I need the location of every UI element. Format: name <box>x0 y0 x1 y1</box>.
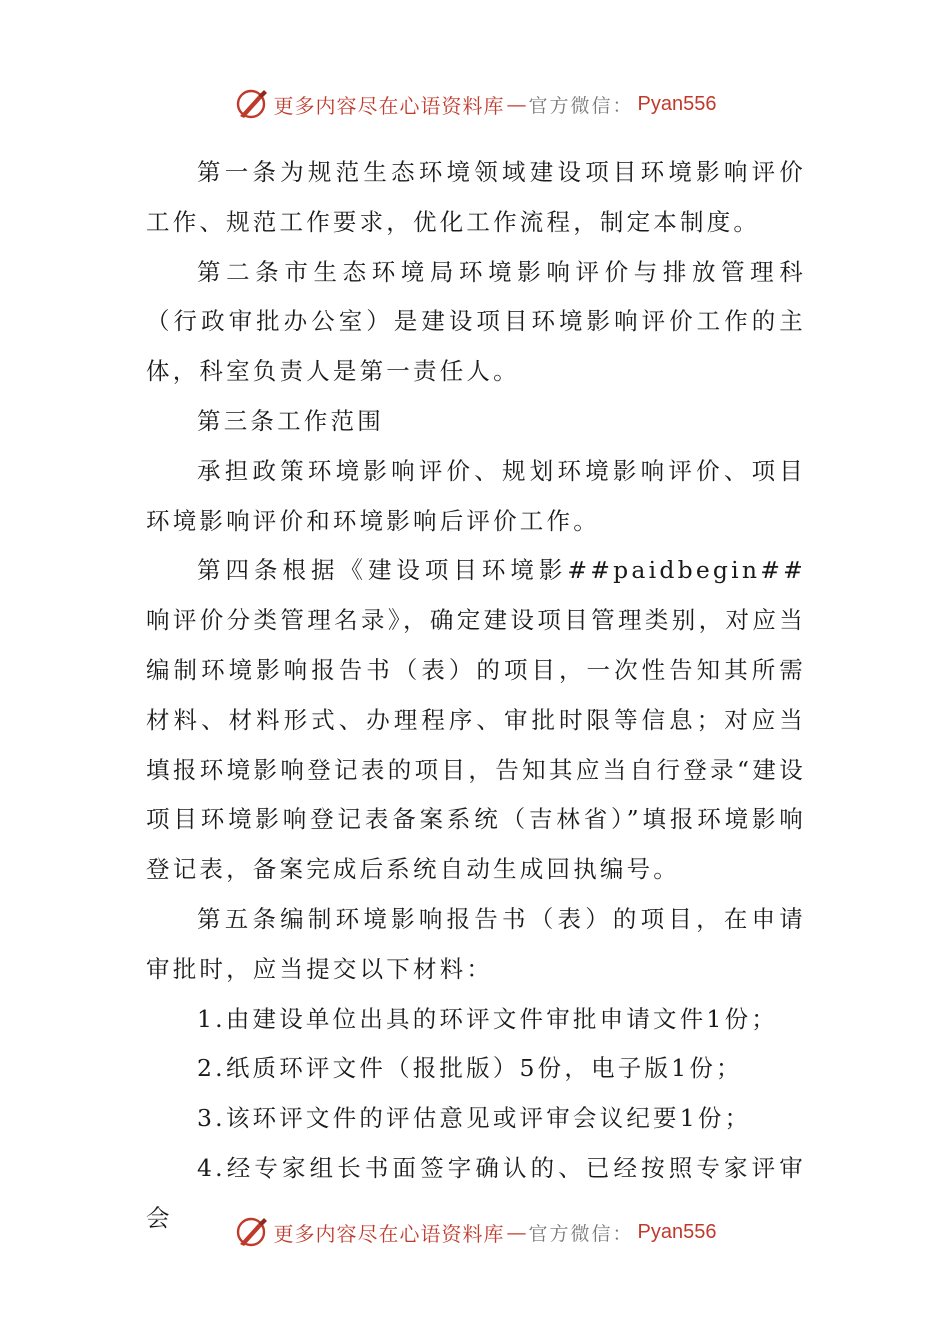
paragraph-article-3-title: 第三条工作范围 <box>197 406 384 435</box>
list-item-3: 3.该环评文件的评估意见或评审会议纪要1份； <box>197 1104 752 1133</box>
paragraph-article-5: 第五条编制环境影响报告书（表）的项目，在申请审批时，应当提交以下材料： <box>146 904 806 983</box>
list-item-1: 1.由建设单位出具的环评文件审批申请文件1份； <box>197 1004 778 1033</box>
document-body <box>146 148 806 1244</box>
footer-brand-text: 更多内容尽在心语资料库 <box>273 1221 505 1246</box>
footer-banner <box>0 1212 950 1252</box>
paragraph-article-4: 第四条根据《建设项目环境影##paidbegin##响评价分类管理名录》，确定建设项目管理类别，对应当编制环境影响报告书（表）的项目，一次性告知其所需材料、材料形式、办理程序、审批时限等信息；对应当填报环境影响登记表的项目，告知其应当自行登录“建设项目环境影响登记表备案系统（吉林省）”填报环境影响登记表，备案完成后系统自动生成回执编号。 <box>146 556 806 884</box>
header-banner <box>0 84 950 124</box>
pen-circle-logo-icon <box>234 1214 270 1250</box>
footer-dash: — <box>506 1220 527 1244</box>
list-item-4: 4.经专家组长书面签字确认的、已经按照专家评审会 <box>146 1153 806 1232</box>
footer-official-label: 官方微信： <box>528 1222 634 1245</box>
footer-wechat-id: Pyan556 <box>637 1220 717 1243</box>
pen-circle-logo-icon <box>234 86 270 122</box>
paragraph-article-3-body: 承担政策环境影响评价、规划环境影响评价、项目环境影响评价和环境影响后评价工作。 <box>146 456 806 535</box>
paragraph-article-1: 第一条为规范生态环境领域建设项目环境影响评价工作、规范工作要求，优化工作流程，制定本制度。 <box>146 158 806 236</box>
paragraph-article-2: 第二条市生态环境局环境影响评价与排放管理科（行政审批办公室）是建设项目环境影响评价工作的主体，科室负责人是第一责任人。 <box>146 257 806 386</box>
header-wechat-id: Pyan556 <box>637 92 717 115</box>
header-dash: — <box>506 92 527 116</box>
list-item-2: 2.纸质环评文件（报批版）5份，电子版1份； <box>197 1054 743 1083</box>
header-brand-text: 更多内容尽在心语资料库 <box>273 93 505 118</box>
header-official-label: 官方微信： <box>528 94 634 117</box>
